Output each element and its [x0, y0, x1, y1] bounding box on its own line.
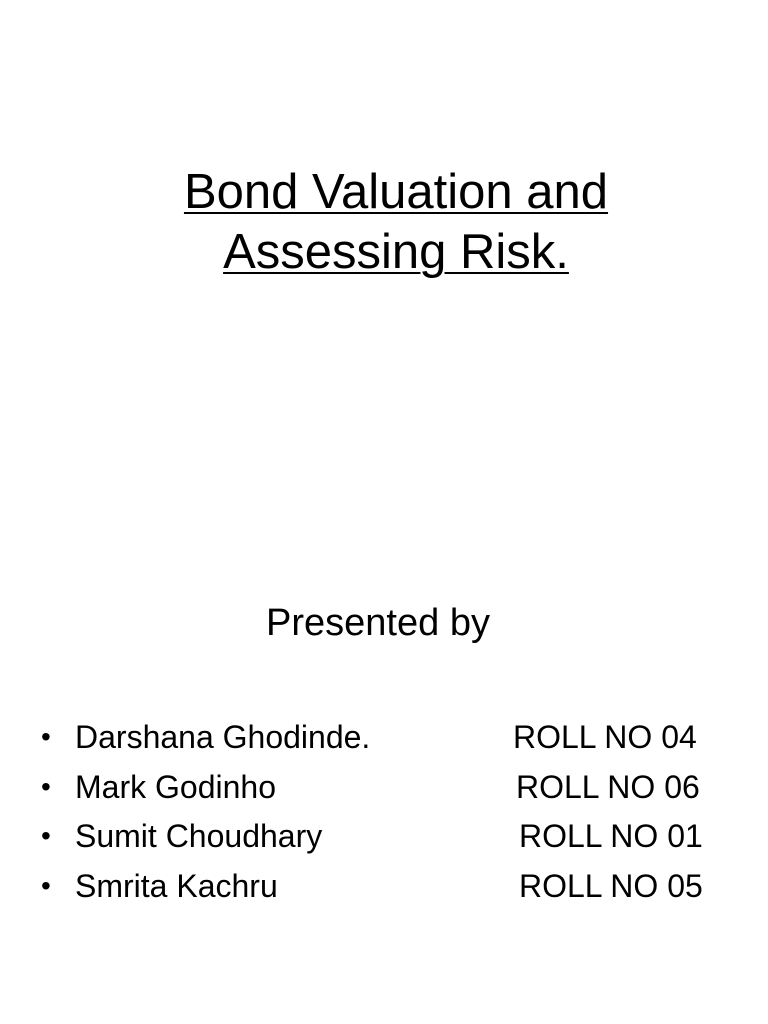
presenter-item: [0, 862, 768, 912]
presenter-item: [0, 763, 768, 813]
presenter-name: Smrita Kachru: [75, 867, 278, 904]
presenter-roll-number: ROLL NO 01: [519, 818, 703, 854]
presenter-roll-number: ROLL NO 04: [513, 719, 697, 755]
bullet-icon: •: [41, 869, 51, 901]
presenter-item: [0, 812, 768, 862]
presenter-name: Sumit Choudhary: [75, 818, 323, 854]
presenter-roll-number: ROLL NO 05: [519, 867, 703, 904]
presented-by-heading: Presented by: [266, 602, 490, 644]
presenter-list: [0, 713, 768, 911]
slide-title: [0, 162, 768, 282]
presenter-item: [0, 713, 768, 763]
presenter-name: Darshana Ghodinde.: [75, 719, 371, 755]
presenter-roll-number: ROLL NO 06: [516, 768, 700, 805]
slide-title-line-2: Assessing Risk.: [223, 225, 569, 279]
bullet-icon: •: [41, 820, 51, 851]
bullet-icon: •: [41, 770, 51, 802]
bullet-icon: •: [41, 721, 51, 752]
presenter-name: Mark Godinho: [75, 768, 276, 805]
slide-title-line-1: Bond Valuation and: [183, 165, 609, 219]
